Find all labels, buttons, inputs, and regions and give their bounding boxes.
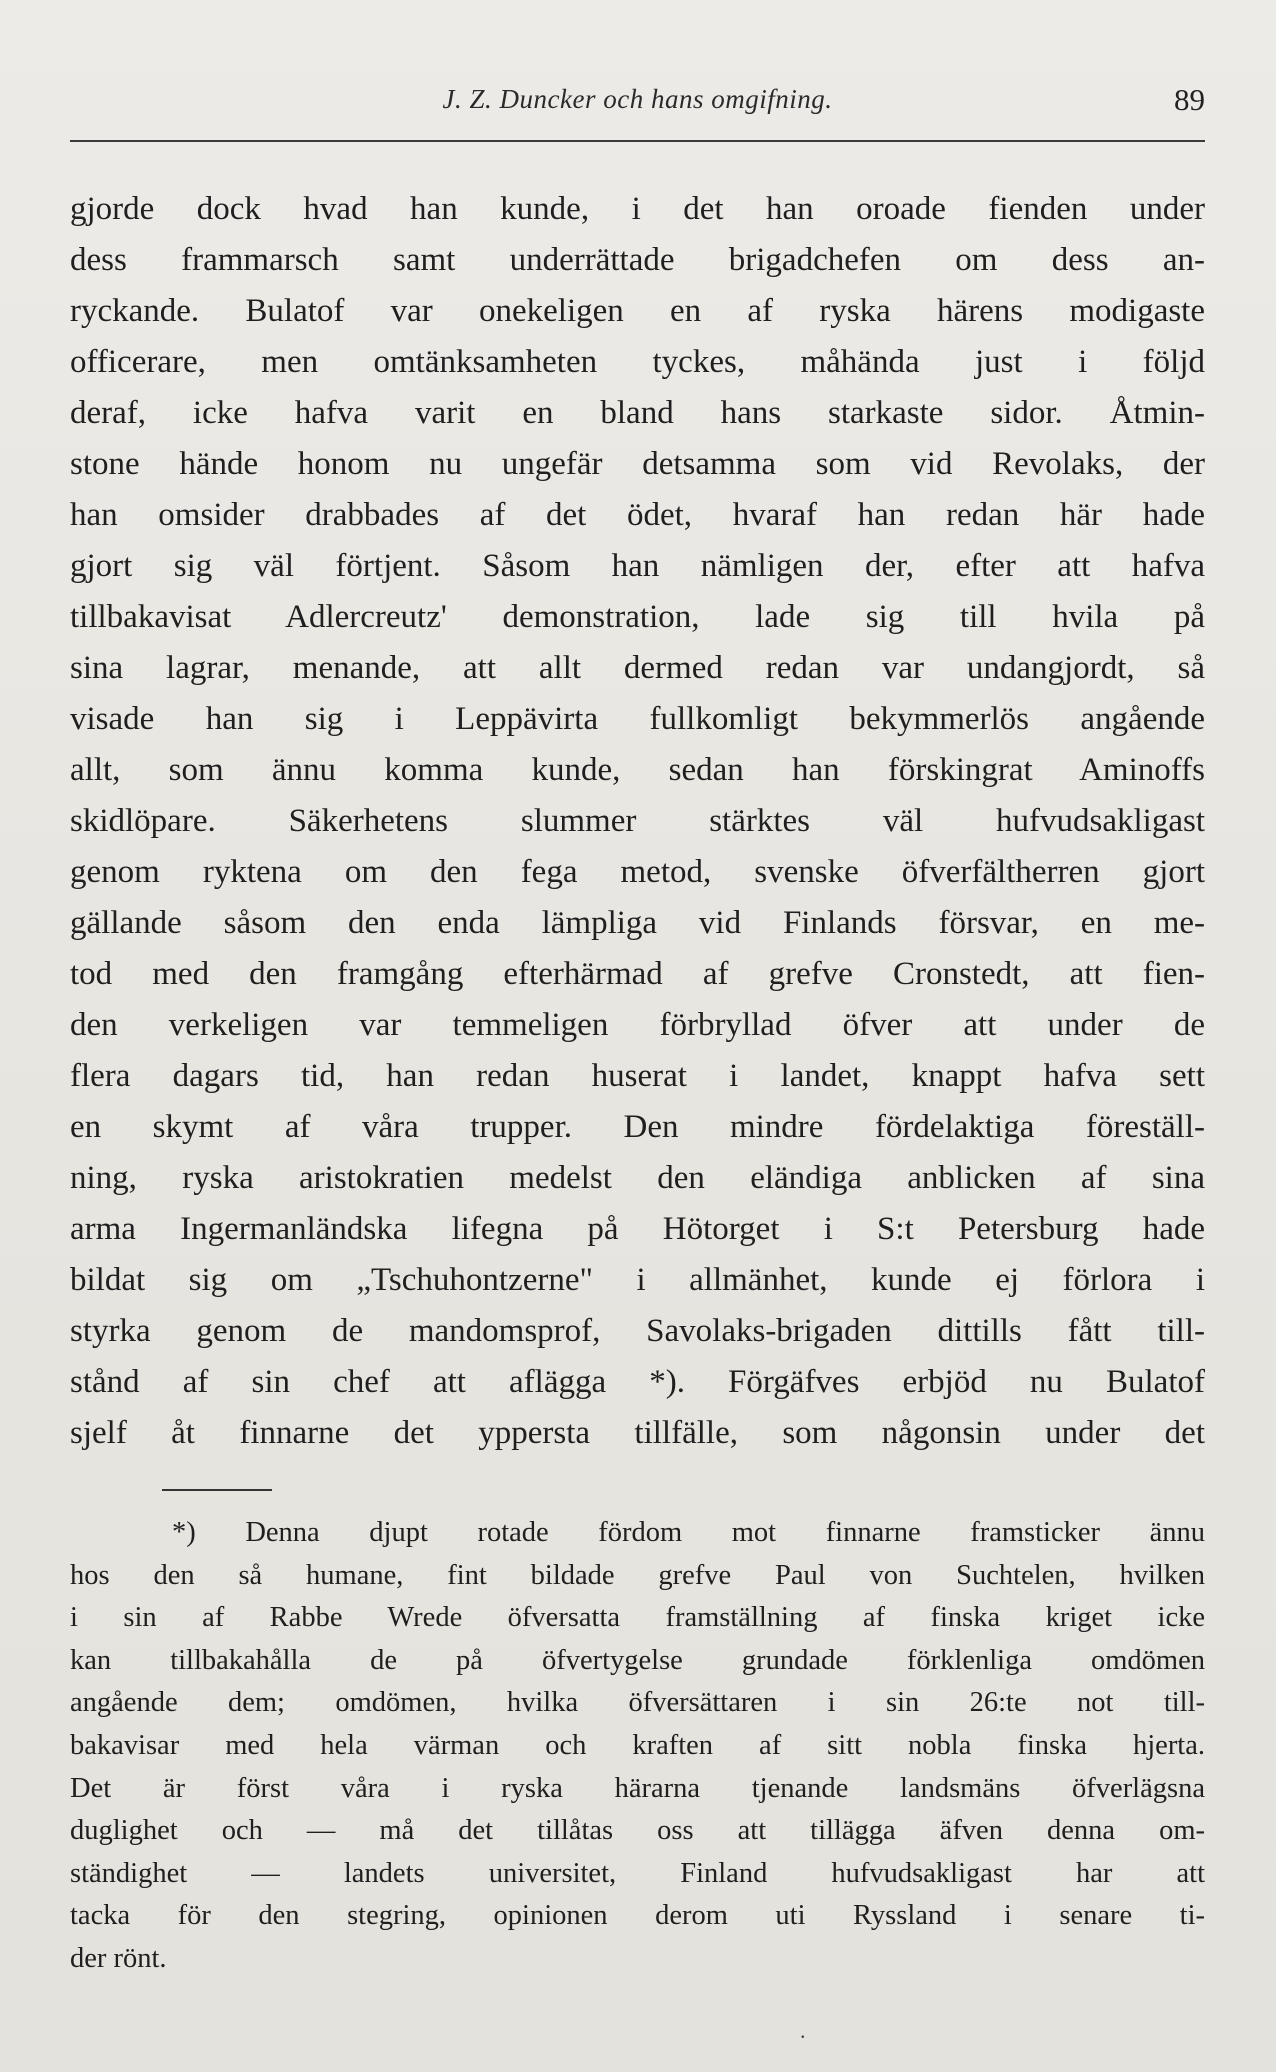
text-line: stånd af sin chef att aflägga *). Förgäfves erbjöd nu Bulatof: [70, 1364, 1205, 1400]
text-line: gällande såsom den enda lämpliga vid Finlands försvar, en me-: [70, 905, 1205, 941]
text-line: dess frammarsch samt underrättade brigadchefen om dess an-: [70, 242, 1205, 278]
footnote-line: der rönt.: [70, 1942, 167, 1974]
stray-mark: .: [800, 2018, 806, 2043]
text-line: bildat sig om „Tschuhontzerne" i allmänhet, kunde ej förlora i: [70, 1262, 1205, 1298]
text-line: skidlöpare. Säkerhetens slummer stärktes väl hufvudsakligast: [70, 803, 1205, 839]
footnote-line: tacka för den stegring, opinionen derom uti Ryssland i senare ti-: [70, 1900, 1205, 1932]
text-line: ning, ryska aristokratien medelst den eländiga anblicken af sina: [70, 1160, 1205, 1196]
footnote-line: duglighet och — må det tillåtas oss att tillägga äfven denna om-: [70, 1815, 1205, 1847]
text-line: officerare, men omtänksamheten tyckes, måhända just i följd: [70, 344, 1205, 380]
footnote-line: i sin af Rabbe Wrede öfversatta framställning af finska kriget icke: [70, 1602, 1205, 1634]
text-line: stone hände honom nu ungefär detsamma som vid Revolaks, der: [70, 446, 1205, 482]
page-number: 89: [1174, 82, 1205, 117]
footnote: [70, 1512, 1205, 1981]
text-line: genom ryktena om den fega metod, svenske öfverfältherren gjort: [70, 854, 1205, 890]
text-line: styrka genom de mandomsprof, Savolaks-brigaden dittills fått till-: [70, 1313, 1205, 1349]
footnote-line: bakavisar med hela värman och kraften af sitt nobla finska hjerta.: [70, 1729, 1205, 1761]
text-line: sina lagrar, menande, att allt dermed redan var undangjordt, så: [70, 650, 1205, 686]
text-line: sjelf åt finnarne det yppersta tillfälle, som någonsin under det: [70, 1415, 1205, 1451]
running-title: J. Z. Duncker och hans omgifning.: [442, 84, 833, 114]
text-line: deraf, icke hafva varit en bland hans starkaste sidor. Åtmin-: [70, 395, 1205, 431]
footnote-line: kan tillbakahålla de på öfvertygelse grundade förklenliga omdömen: [70, 1644, 1205, 1676]
text-line: arma Ingermanländska lifegna på Hötorget i S:t Petersburg hade: [70, 1211, 1205, 1247]
text-line: flera dagars tid, han redan huserat i landet, knappt hafva sett: [70, 1058, 1205, 1094]
text-line: tillbakavisat Adlercreutz' demonstration, lade sig till hvila på: [70, 599, 1205, 635]
footnote-line: ständighet — landets universitet, Finland hufvudsakligast har att: [70, 1857, 1205, 1889]
text-line: den verkeligen var temmeligen förbryllad öfver att under de: [70, 1007, 1205, 1043]
text-line: allt, som ännu komma kunde, sedan han förskingrat Aminoffs: [70, 752, 1205, 788]
footnote-rule: [162, 1489, 272, 1491]
footnote-line: angående dem; omdömen, hvilka öfversättaren i sin 26:te not till-: [70, 1687, 1205, 1719]
body-text: [70, 184, 1205, 1459]
footnote-line: *) Denna djupt rotade fördom mot finnarne framsticker ännu: [172, 1517, 1205, 1548]
text-line: tod med den framgång efterhärmad af grefve Cronstedt, att fien-: [70, 956, 1205, 992]
footnote-line: hos den så humane, fint bildade grefve Paul von Suchtelen, hvilken: [70, 1559, 1205, 1591]
text-line: gjort sig väl förtjent. Såsom han nämligen der, efter att hafva: [70, 548, 1205, 584]
footnote-line: Det är först våra i ryska härarna tjenande landsmäns öfverlägsna: [70, 1772, 1205, 1804]
header-rule: [70, 140, 1205, 142]
text-line: han omsider drabbades af det ödet, hvaraf han redan här hade: [70, 497, 1205, 533]
text-line: gjorde dock hvad han kunde, i det han oroade fienden under: [70, 191, 1205, 227]
text-line: visade han sig i Leppävirta fullkomligt bekymmerlös angående: [70, 701, 1205, 737]
text-line: ryckande. Bulatof var onekeligen en af ryska härens modigaste: [70, 293, 1205, 329]
running-head: [70, 82, 1205, 126]
text-line: en skymt af våra trupper. Den mindre fördelaktiga föreställ-: [70, 1109, 1205, 1145]
